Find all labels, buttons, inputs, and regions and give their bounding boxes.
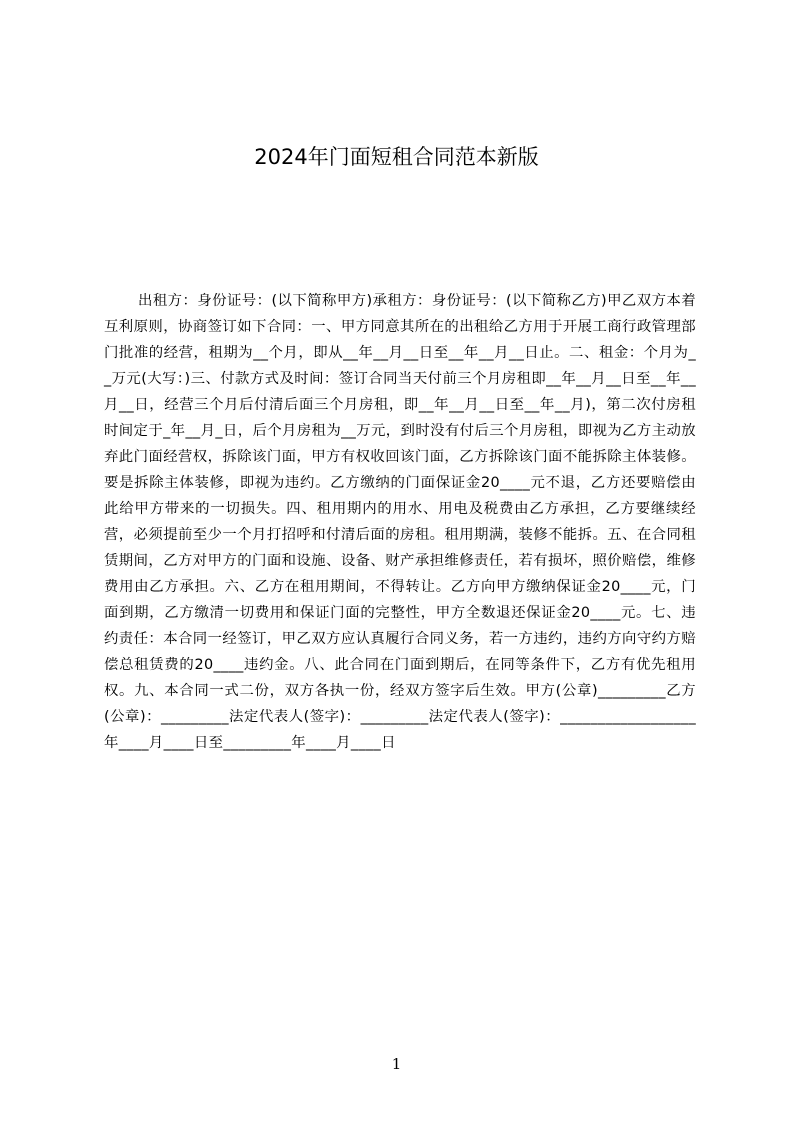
page-number: 1 [391, 1055, 402, 1073]
document-title: 2024年门面短租合同范本新版 [254, 145, 539, 169]
contract-body: 出租方：身份证号：(以下简称甲方)承租方：身份证号：(以下简称乙方)甲乙双方本着互利原则，协商签订如下合同：一、甲方同意其所在的出租给乙方用于开展工商行政管理部门批准的经营，租期为__个月，即从__年__月__日至__年__月__日止。二、租金：个月为__万元(大写：)三、付款方式及时间：签订合同当天付前三个月房租即__年__月__日至__年__月__日，经营三个月后付清后面三个月房租，即__年__月__日至__年__月)，第二次付房租时间定于_年__月_日，后个月房租为__万元，到时没有付后三个月房租，即视为乙方主动放弃此门面经营权，拆除该门面，甲方有权收回该门面，乙方拆除该门面不能拆除主体装修。要是拆除主体装修，即视为违约。乙方缴纳的门面保证金20____元不退，乙方还要赔偿由此给甲方带来的一切损失。四、租用期内的用水、用电及税费由乙方承担，乙方要继续经营，必须提前至少一个月打招呼和付清后面的房租。租用期满，装修不能拆。五、在合同租赁期间，乙方对甲方的门面和设施、设备、财产承担维修责任，若有损坏，照价赔偿，维修费用由乙方承担。六、乙方在租用期间，不得转让。乙方向甲方缴纳保证金20____元，门面到期，乙方缴清一切费用和保证门面的完整性，甲方全数退还保证金20____元。七、违约责任：本合同一经签订，甲乙双方应认真履行合同义务，若一方违约，违约方向守约方赔偿总租赁费的20____违约金。八、此合同在门面到期后，在同等条件下，乙方有优先租用权。九、本合同一式二份，双方各执一份，经双方签字后生效。甲方(公章)_________乙方(公章)：_________法定代表人(签字)：_________法定代表人(签字)：__________________年____月____日至_________年____月____日 [104, 293, 696, 751]
